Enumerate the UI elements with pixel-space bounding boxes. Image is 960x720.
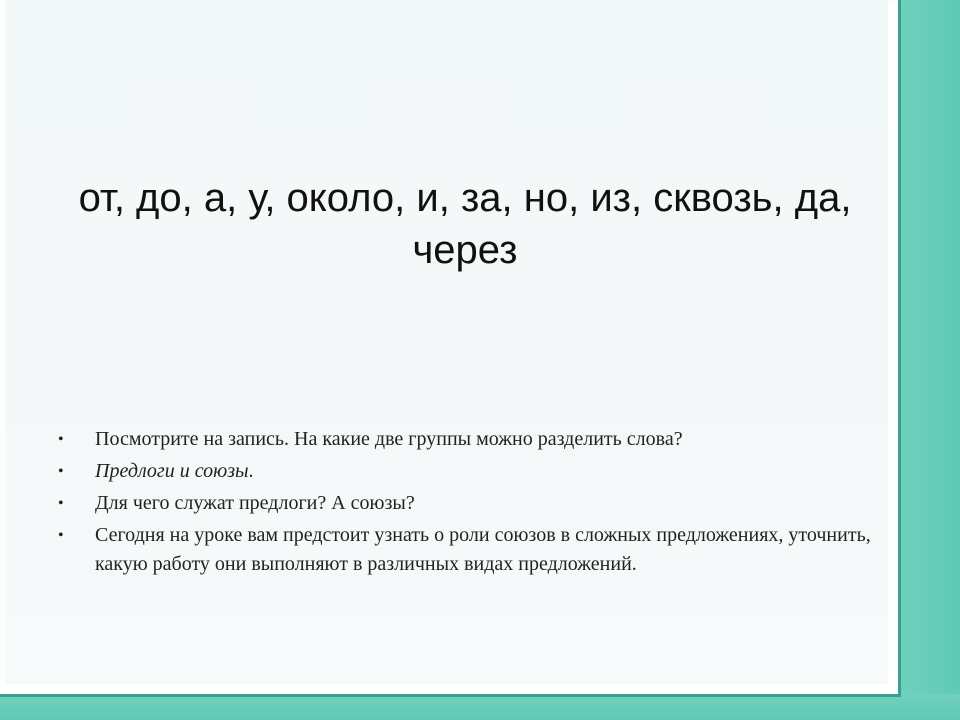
bullet-text-italic: Предлоги и союзы	[95, 460, 249, 482]
slide-left-edge	[0, 0, 6, 720]
bullet-text: Посмотрите на запись. На какие две группы можно разделить слова?	[95, 428, 683, 450]
teal-border-right	[900, 0, 960, 720]
bullet-text: Сегодня на уроке вам предстоит узнать о роли союзов в сложных предложениях, уточнить, какую работу они выполняют в различных видах предложений.	[95, 524, 871, 575]
frame-strip-bottom	[0, 684, 900, 694]
bullet-list	[58, 425, 888, 582]
bullet-text-suffix: .	[248, 460, 254, 482]
slide-title: от, до, а, у, около, и, за, но, из, сквозь, да, через	[78, 176, 852, 272]
bullet-item-1	[58, 425, 888, 454]
bullet-icon: •	[58, 431, 64, 448]
bullet-text: Для чего служат предлоги? А союзы?	[95, 492, 415, 514]
bullet-item-3	[58, 489, 888, 518]
frame-line-bottom	[0, 694, 901, 697]
frame-line-right	[898, 0, 901, 697]
bullet-icon: •	[58, 527, 64, 544]
bullet-icon: •	[58, 463, 64, 480]
bullet-icon: •	[58, 495, 64, 512]
bullet-item-4	[58, 521, 888, 579]
bullet-item-2	[58, 457, 888, 486]
teal-border-bottom	[0, 694, 960, 720]
